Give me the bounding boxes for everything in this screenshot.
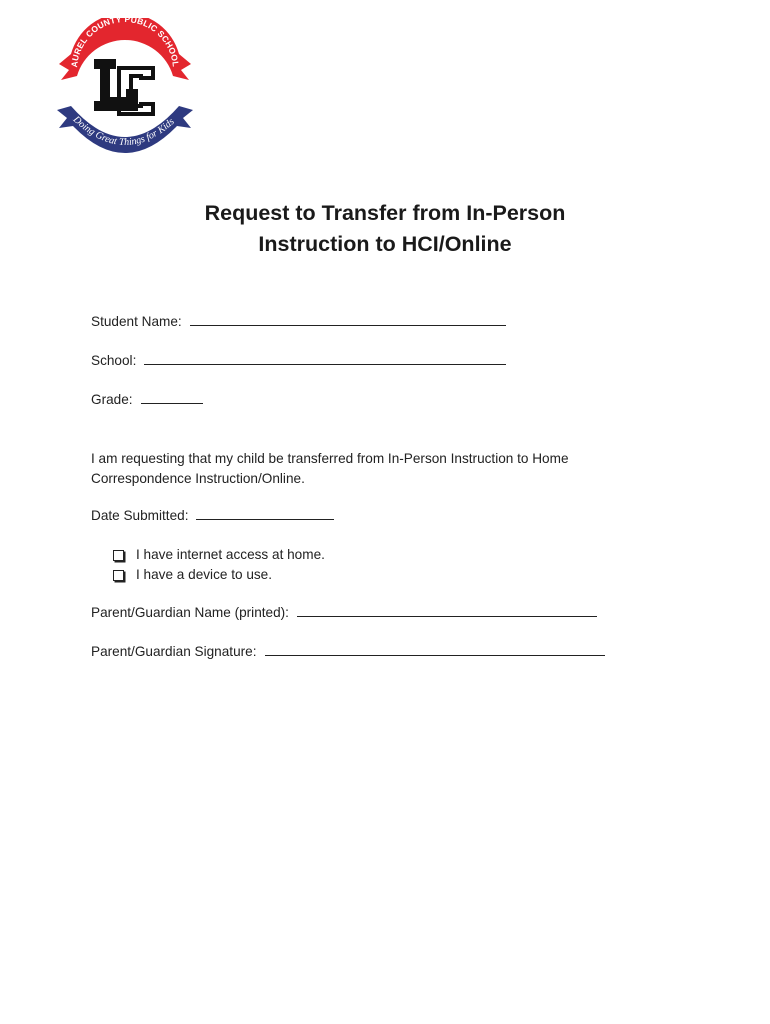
checklist <box>113 545 325 585</box>
checkbox-internet[interactable] <box>113 550 124 561</box>
request-line-2: Correspondence Instruction/Online. <box>91 470 305 486</box>
school-line[interactable] <box>144 352 506 365</box>
grade-field <box>91 391 203 409</box>
school-field <box>91 352 506 370</box>
request-line-1: I am requesting that my child be transferred from In-Person Instruction to Home <box>91 451 569 466</box>
date-submitted-field <box>91 507 334 525</box>
parent-name-line[interactable] <box>297 604 597 617</box>
checkbox-device[interactable] <box>113 570 124 581</box>
request-statement <box>91 449 611 488</box>
checklist-item-device[interactable] <box>113 565 325 585</box>
parent-name-label: Parent/Guardian Name (printed): <box>91 605 289 620</box>
student-name-label: Student Name: <box>91 314 182 329</box>
student-name-field <box>91 313 506 331</box>
checklist-label-internet: I have internet access at home. <box>136 547 325 562</box>
parent-signature-field <box>91 643 605 661</box>
title-line-1: Request to Transfer from In-Person <box>204 201 566 225</box>
student-name-line[interactable] <box>190 313 506 326</box>
lc-monogram <box>95 60 153 114</box>
date-submitted-label: Date Submitted: <box>91 508 189 523</box>
grade-line[interactable] <box>141 391 203 404</box>
school-logo <box>55 18 195 168</box>
logo-tagline: Doing Great Things for Kids <box>70 114 177 149</box>
parent-signature-line[interactable] <box>265 643 605 656</box>
date-submitted-line[interactable] <box>196 507 334 520</box>
logo-arc-text: AUREL COUNTY PUBLIC SCHOOL <box>69 18 181 68</box>
title-line-2: Instruction to HCI/Online <box>258 232 512 256</box>
grade-label: Grade: <box>91 392 133 407</box>
parent-signature-label: Parent/Guardian Signature: <box>91 644 257 659</box>
parent-name-field <box>91 604 597 622</box>
checklist-label-device: I have a device to use. <box>136 567 273 582</box>
school-label: School: <box>91 353 137 368</box>
checklist-item-internet[interactable] <box>113 545 325 565</box>
form-title <box>0 198 770 260</box>
